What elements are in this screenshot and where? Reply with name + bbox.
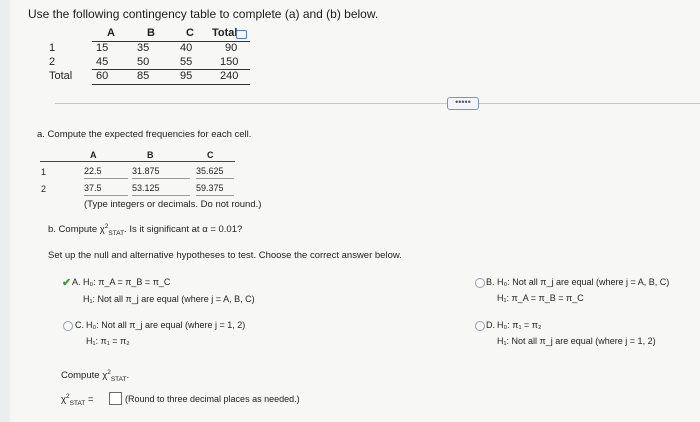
table-cell: 35 — [137, 42, 150, 54]
table-cell: 55 — [180, 56, 193, 68]
table-rule — [92, 84, 250, 85]
question-page — [10, 0, 700, 422]
option-b-radio[interactable] — [475, 278, 485, 288]
row-label: 2 — [41, 184, 47, 194]
expected-cell[interactable] — [132, 166, 190, 179]
expected-cell[interactable] — [196, 166, 234, 179]
expected-cell[interactable] — [132, 183, 190, 196]
row-label: 1 — [49, 42, 56, 54]
expected-cell[interactable] — [84, 166, 128, 179]
table-rule — [92, 69, 250, 70]
compute-label: Compute $\chi^2_{STAT}$. — [61, 369, 130, 384]
table-cell: 15 — [96, 42, 109, 54]
compute-lead: Compute — [61, 370, 100, 382]
row-label: 2 — [49, 56, 56, 68]
part-b-question: Is it significant at α = 0.01? — [129, 224, 243, 236]
option-d-h1: H₁: Not all π_j are equal (where j = 1, 2) — [497, 336, 656, 346]
option-a-h1: H₁: Not all π_j are equal (where j = A, B, C) — [83, 294, 255, 304]
part-b-prompt: b. Compute $\chi^2_{STAT}$. Is it significant at α = 0.01? — [48, 223, 243, 238]
option-d-radio[interactable] — [475, 321, 485, 331]
check-mark-icon: ✔ — [62, 277, 72, 289]
table-cell: 85 — [137, 70, 150, 82]
option-b-letter[interactable]: B. — [486, 277, 495, 287]
part-a-note: (Type integers or decimals. Do not round.) — [84, 199, 262, 210]
option-b-h0: H₀: Not all π_j are equal (where j = A, B, C) — [497, 277, 670, 287]
expected-value: 35.625 — [196, 166, 224, 176]
copy-table-icon[interactable] — [236, 30, 247, 39]
table-header-rule — [40, 161, 235, 162]
expected-value: 53.125 — [132, 183, 160, 193]
table-cell: 240 — [220, 70, 239, 82]
option-a-letter[interactable]: A. — [72, 277, 81, 287]
expected-cell[interactable] — [196, 183, 234, 196]
expected-value: 37.5 — [84, 183, 102, 193]
option-d-h0: H₀: π₁ = π₂ — [497, 320, 542, 330]
col-header-b: B — [147, 150, 154, 160]
col-header-c: C — [186, 27, 194, 39]
row-label: 1 — [41, 167, 47, 177]
option-b-h1: H₁: π_A = π_B = π_C — [497, 293, 584, 303]
expected-value: 31.875 — [132, 166, 160, 176]
question-instruction: Use the following contingency table to complete (a) and (b) below. — [28, 7, 379, 21]
section-divider — [55, 103, 700, 104]
col-header-total: Total — [212, 27, 238, 39]
table-header-rule — [92, 41, 250, 42]
option-c-letter[interactable]: C. — [75, 320, 84, 330]
table-cell: 95 — [180, 70, 193, 82]
table-cell: 60 — [96, 70, 109, 82]
option-d-letter[interactable]: D. — [486, 320, 495, 330]
chi-square-symbol: $\chi^2_{STAT}$ = — [61, 393, 94, 408]
option-c-radio[interactable] — [63, 321, 73, 331]
expected-value: 59.375 — [196, 183, 224, 193]
col-header-b: B — [147, 27, 155, 39]
expand-more-button[interactable]: ••••• — [447, 97, 479, 110]
table-cell: 50 — [137, 56, 150, 68]
option-a-h0: H₀: π_A = π_B = π_C — [83, 277, 171, 287]
chi-square-input[interactable] — [109, 392, 122, 405]
col-header-a: A — [107, 27, 115, 39]
part-b-lead: b. Compute — [48, 224, 98, 236]
col-header-c: C — [207, 150, 214, 160]
option-c-h1: H₁: π₁ = π₂ — [86, 336, 130, 346]
option-c-h0: H₀: Not all π_j are equal (where j = 1, 2) — [86, 320, 246, 330]
row-label: Total — [49, 70, 73, 82]
table-cell: 40 — [180, 42, 193, 54]
table-cell: 150 — [220, 56, 239, 68]
hypothesis-instruction: Set up the null and alternative hypotheses to test. Choose the correct answer below. — [48, 250, 402, 261]
table-cell: 45 — [96, 56, 109, 68]
col-header-a: A — [90, 150, 97, 160]
expected-cell[interactable] — [84, 183, 128, 196]
expected-value: 22.5 — [84, 166, 102, 176]
rounding-note: (Round to three decimal places as needed.) — [125, 394, 300, 404]
table-cell: 90 — [225, 42, 238, 54]
part-a-prompt: a. Compute the expected frequencies for each cell. — [37, 129, 252, 140]
